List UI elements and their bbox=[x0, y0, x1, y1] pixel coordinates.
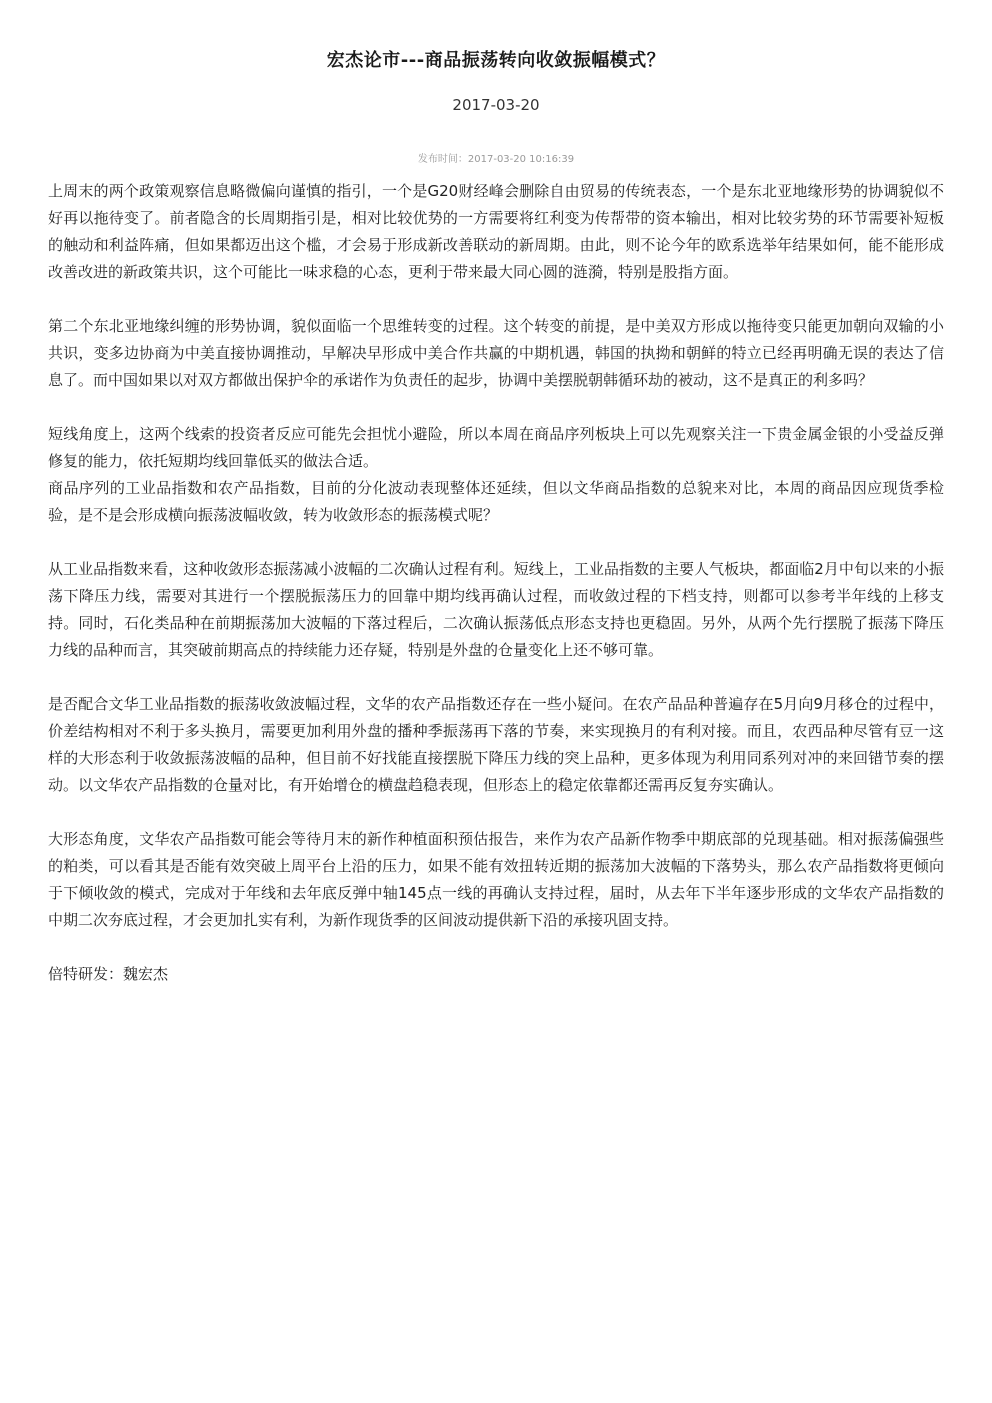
article-date: 2017-03-20 bbox=[452, 96, 540, 114]
paragraph-7: 大形态角度，文华农产品指数可能会等待月末的新作种植面积预估报告，来作为农产品新作物季中期底部的兑现基础。相对振荡偏强些的粕类，可以看其是否能有效突破上周平台上沿的压力，如果不能有效扭转近期的振荡加大波幅的下落势头，那么农产品指数将更倾向于下倾收敛的模式，完成对于年线和去年底反弹中轴145点一线的再确认支持过程，届时，从去年下半年逐步形成的文华农产品指数的中期二次夯底过程，才会更加扎实有利，为新作现货季的区间波动提供新下沿的承接巩固支持。 bbox=[48, 830, 944, 929]
article-title: 宏杰论市---商品振荡转向收敛振幅模式？ bbox=[326, 50, 666, 71]
paragraph-6: 是否配合文华工业品指数的振荡收敛波幅过程，文华的农产品指数还存在一些小疑问。在农产品品种普遍存在5月向9月移仓的过程中，价差结构相对不利于多头换月，需要更加利用外盘的播种季振荡再下落的节奏，来实现换月的有利对接。而且，农西品种尽管有豆一这样的大形态利于收敛振荡波幅的品种，但目前不好找能直接摆脱下降压力线的突上品种，更多体现为利用同系列对冲的来回错节奏的摆动。以文华农产品指数的仓量对比，有开始增仓的横盘趋稳表现，但形态上的稳定依靠都还需再反复夯实确认。 bbox=[48, 695, 944, 794]
paragraph-2: 第二个东北亚地缘纠缠的形势协调，貌似面临一个思维转变的过程。这个转变的前提，是中美双方形成以拖待变只能更加朝向双输的小共识，变多边协商为中美直接协调推动，早解决早形成中美合作共赢的中期机遇，韩国的执拗和朝鲜的特立已经再明确无误的表达了信息了。而中国如果以对双方都做出保护伞的承诺作为负责任的起步，协调中美摆脱朝韩循环劫的被动，这不是真正的利多吗？ bbox=[48, 317, 944, 389]
publish-time: 发布时间：2017-03-20 10:16:39 bbox=[417, 154, 575, 165]
article-body bbox=[48, 178, 944, 988]
paragraph-5: 从工业品指数来看，这种收敛形态振荡减小波幅的二次确认过程有利。短线上，工业品指数的主要人气板块，都面临2月中旬以来的小振荡下降压力线，需要对其进行一个摆脱振荡压力的回靠中期均线再确认过程，而收敛过程的下档支持，则都可以参考半年线的上移支持。同时，石化类品种在前期振荡加大波幅的下落过程后，二次确认振荡低点形态支持也更稳固。另外，从两个先行摆脱了振荡下降压力线的品种而言，其突破前期高点的持续能力还存疑，特别是外盘的仓量变化上还不够可靠。 bbox=[48, 560, 944, 659]
paragraph-3: 短线角度上，这两个线索的投资者反应可能先会担忧小避险，所以本周在商品序列板块上可以先观察关注一下贵金属金银的小受益反弹修复的能力，依托短期均线回靠低买的做法合适。 bbox=[48, 425, 944, 470]
paragraph-1: 上周末的两个政策观察信息略微偏向谨慎的指引，一个是G20财经峰会删除自由贸易的传统表态，一个是东北亚地缘形势的协调貌似不好再以拖待变了。前者隐含的长周期指引是，相对比较优势的一方需要将红利变为传帮带的资本输出，相对比较劣势的环节需要补短板的触动和利益阵痛，但如果都迈出这个槛，才会易于形成新改善联动的新周期。由此，则不论今年的欧系选举年结果如何，能不能形成改善改进的新政策共识，这个可能比一味求稳的心态，更利于带来最大同心圆的涟漪，特别是股指方面。 bbox=[48, 182, 944, 281]
paragraph-4: 商品序列的工业品指数和农产品指数，目前的分化波动表现整体还延续，但以文华商品指数的总貌来对比，本周的商品因应现货季检验，是不是会形成横向振荡波幅收敛，转为收敛形态的振荡模式呢？ bbox=[48, 479, 944, 524]
author-line: 倍特研发：魏宏杰 bbox=[48, 965, 169, 983]
